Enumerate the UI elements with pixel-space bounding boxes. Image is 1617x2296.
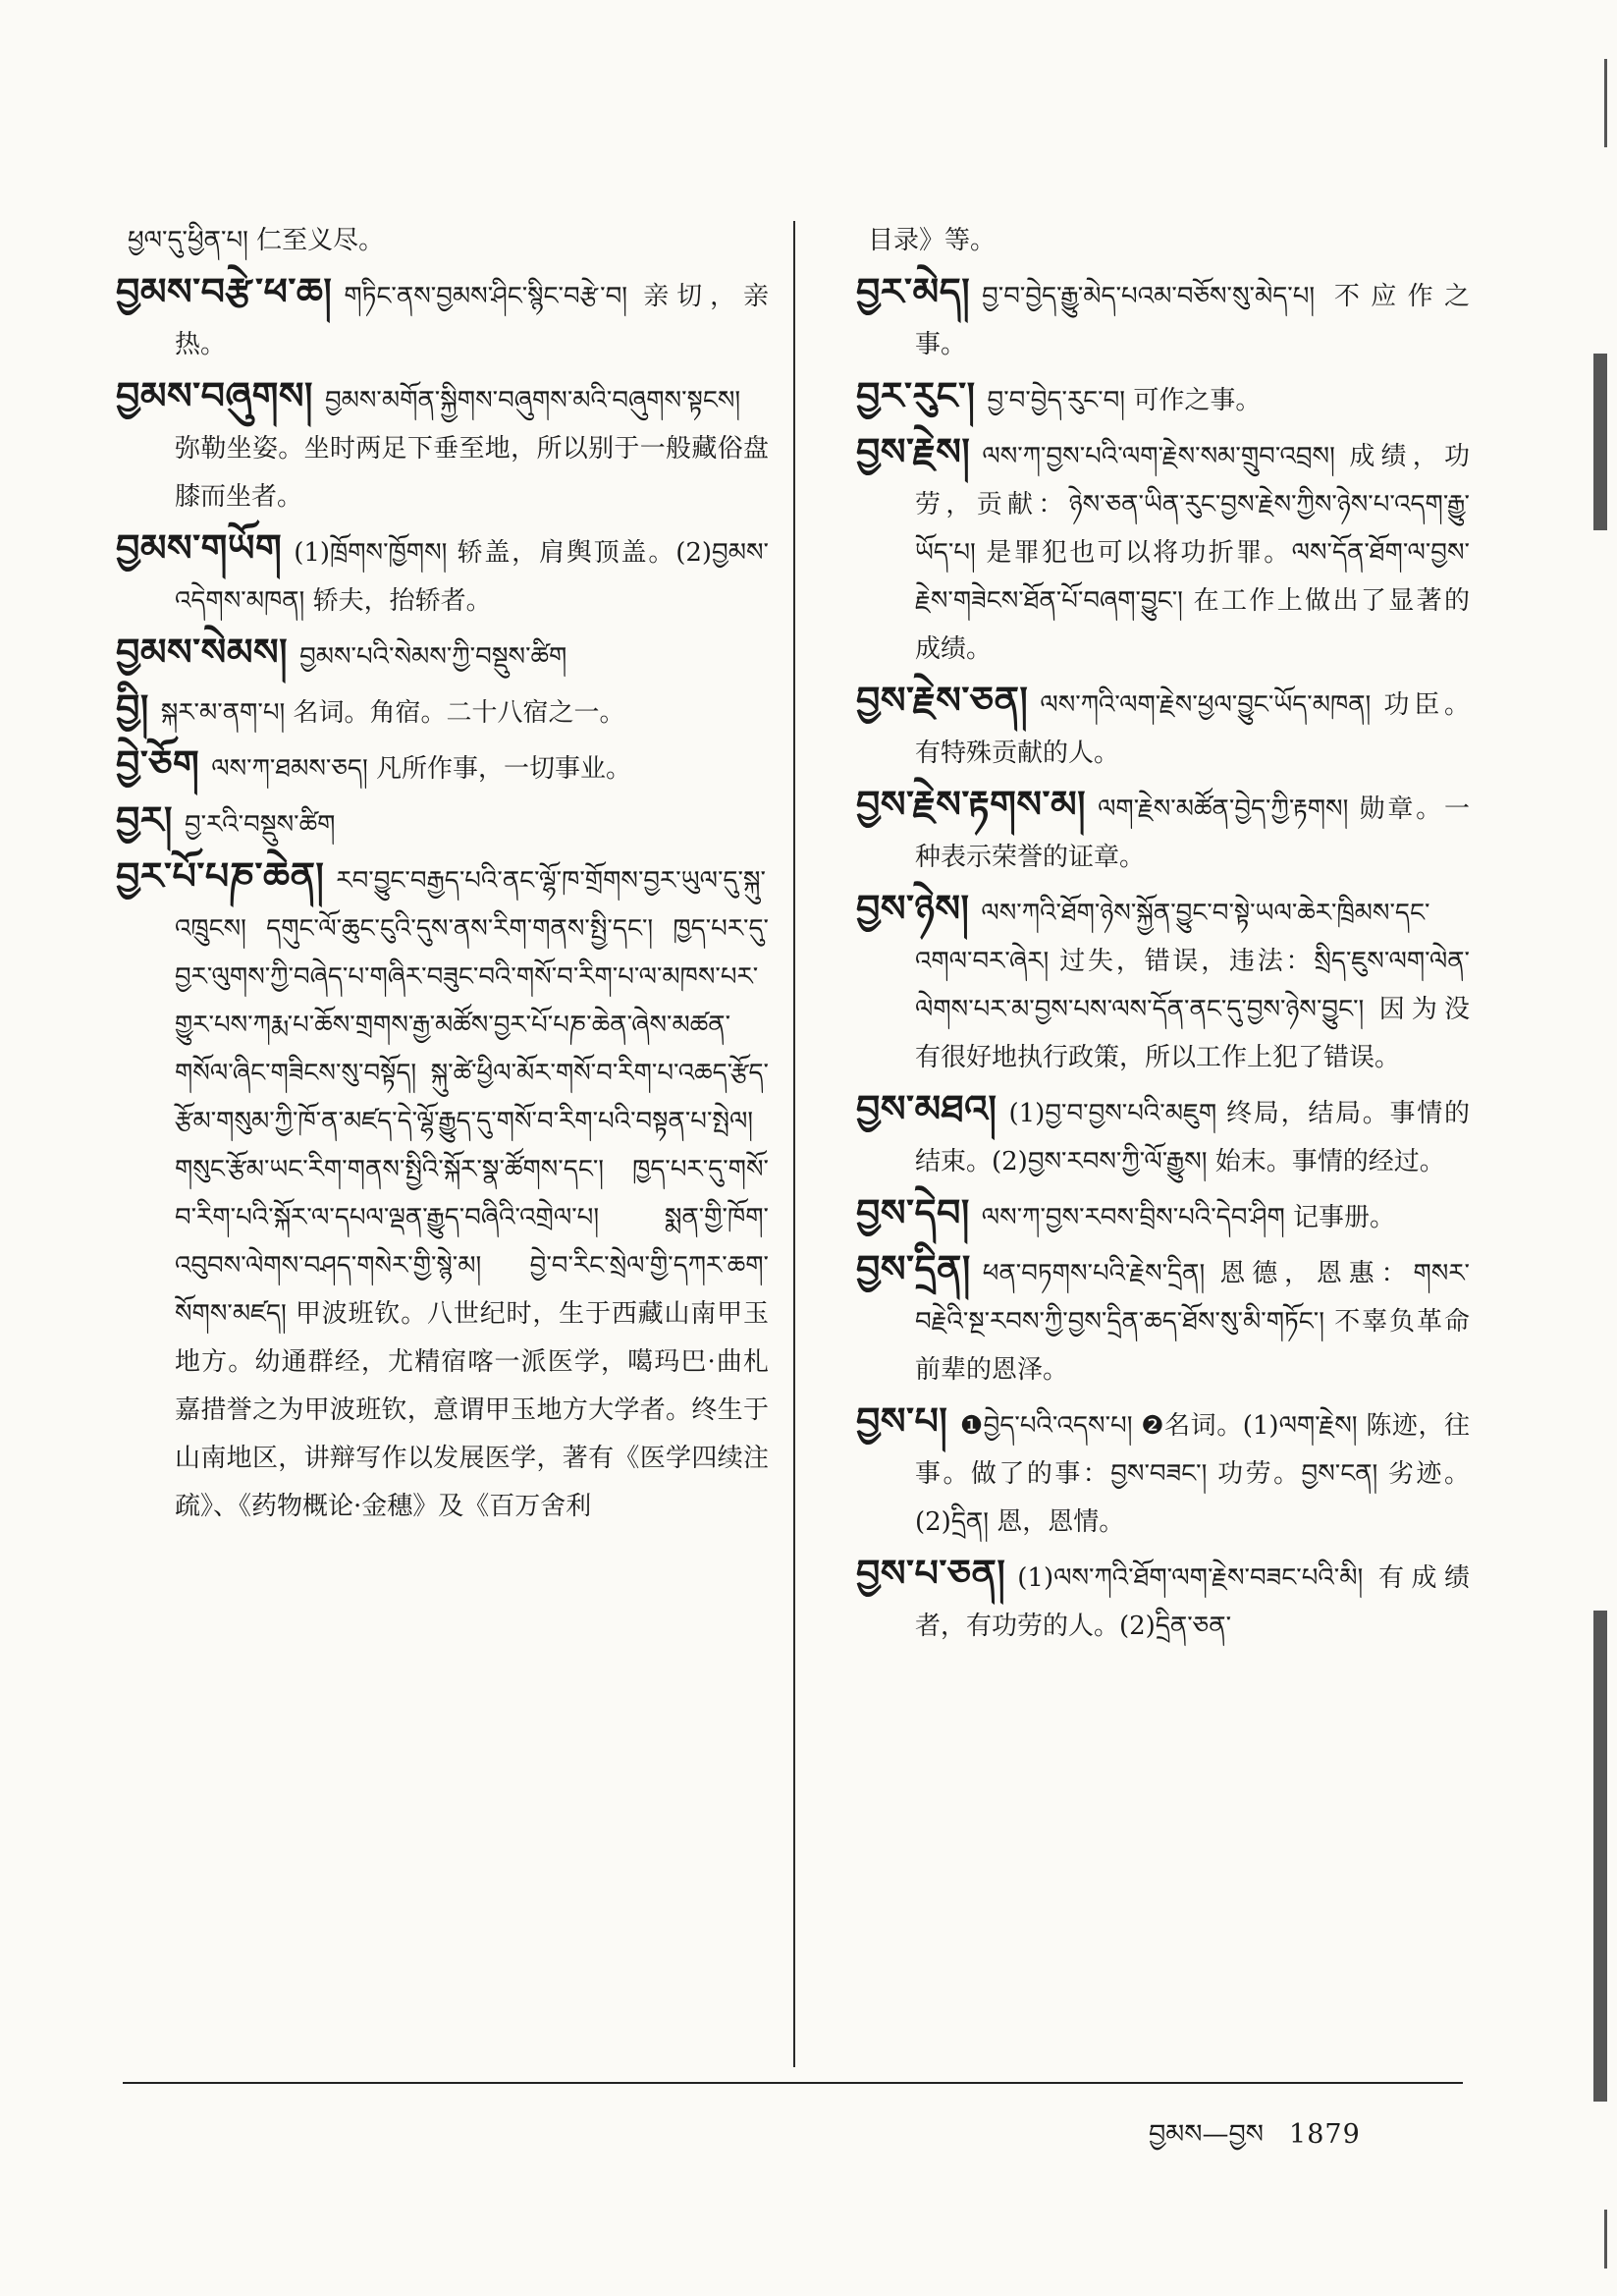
headword: བྱར། bbox=[116, 797, 173, 842]
entry-text: ལས་ཀ་བྱས་རབས་བྲིས་པའི་དེབ་ཤིག 记事册。 bbox=[981, 1203, 1396, 1232]
headword: བྱམས་སེམས། bbox=[116, 629, 289, 674]
dictionary-entry bbox=[856, 1549, 1470, 1651]
headword: བྱས་པ། bbox=[856, 1398, 948, 1443]
headword: བྱས་རྗེས་རྟགས་མ། bbox=[856, 782, 1087, 826]
entry-text: བྱ་རའི་བསྡུས་ཚིག bbox=[184, 810, 336, 840]
entry-text: བྱམས་པའི་སེམས་ཀྱི་བསྡུས་ཚིག bbox=[299, 642, 567, 672]
dictionary-entry bbox=[116, 211, 769, 265]
dictionary-entry bbox=[856, 371, 1470, 425]
headword: བྱར་མེད། bbox=[856, 269, 971, 313]
headword: བྱས་ཉེས། bbox=[856, 886, 970, 930]
dictionary-entry bbox=[856, 1188, 1470, 1242]
headword: བྱས་རྗེས། bbox=[856, 429, 971, 473]
entry-text: ཕན་བཏགས་པའི་རྗེས་དྲིན། 恩德，恩惠：གསར་བརྗེའི་སྔ་རབས་ཀྱི་བྱས་དྲིན་ཆད་ཐོས་སུ་མི་གཏོང་། 不辜负革命前辈的恩泽。 bbox=[915, 1259, 1470, 1385]
dictionary-entry bbox=[116, 628, 769, 682]
dictionary-entry bbox=[116, 795, 769, 849]
entry-text: 目录》等。 bbox=[868, 226, 997, 255]
dictionary-entry bbox=[116, 739, 769, 793]
dictionary-entry bbox=[856, 267, 1470, 369]
entry-text: བྱ་བ་བྱེད་རྒྱུ་མེད་པའམ་བཅོས་སུ་མེད་པ། 不应作之事。 bbox=[915, 282, 1470, 359]
headword: བྱམས་གཡོག bbox=[116, 525, 283, 570]
headword: བྱས་རྗེས་ཅན། bbox=[856, 678, 1029, 722]
headword: བྱས་དེབ། bbox=[856, 1190, 970, 1234]
dictionary-entry bbox=[116, 371, 769, 521]
guide-words: བྱམས—བྱས bbox=[1149, 2119, 1265, 2150]
dictionary-entry bbox=[116, 523, 769, 626]
headword: བྱི། bbox=[116, 685, 149, 730]
headword: བྱར་པོ་པཎ་ཆེན། bbox=[116, 853, 325, 898]
headword: བྱམས་བརྩེ་ཕ་ཆ། bbox=[116, 269, 333, 313]
dictionary-entry bbox=[856, 1396, 1470, 1547]
entry-text: ལག་རྗེས་མཚོན་བྱེད་ཀྱི་རྟགས། 勋章。一种表示荣誉的证章。 bbox=[915, 794, 1470, 872]
dictionary-entry bbox=[856, 884, 1470, 1082]
entry-text: རབ་བྱུང་བརྒྱད་པའི་ནང་ལྷོ་ཁ་གྲོགས་བྱར་ཡུལ་དུ་སྐུ་འཁྲུངས། དགུང་ལོ་ཆུང་ངུའི་དུས་ནས་རིག་གནས་སྤྱི་དང་། ཁྱད་པར་དུ་བྱར་ལུགས་ཀྱི་བཞེད་པ་གཞིར་བཟུང་བའི་གསོ་བ་རིག་པ་ལ་མཁས་པར་གྱུར་པས་ཀརྨ་པ་ཆོས་གྲགས་རྒྱ་མཚོས་བྱར་པོ་པཎ་ཆེན་ཞེས་མཚན་གསོལ་ཞིང་གཟིངས་སུ་བསྟོད། སྐུ་ཚེ་ཕྱིལ་མོར་གསོ་བ་རིག་པ་འཆད་རྩོད་རྩོམ་གསུམ་ཀྱི་ཁོ་ན་མཛད་དེ་ལྷོ་རྒྱུད་དུ་གསོ་བ་རིག་པའི་བསྟན་པ་སྤེལ། གསུང་རྩོམ་ཡང་རིག་གནས་སྤྱིའི་སྐོར་སྣ་ཚོགས་དང་། ཁྱད་པར་དུ་གསོ་བ་རིག་པའི་སྐོར་ལ་དཔལ་ལྡན་རྒྱུད་བཞིའི་འགྲེལ་པ། སྨན་གྱི་ཁོག་འབུབས་ལེགས་བཤད་གསེར་གྱི་སྙེ་མ། བྱེ་བ་རིང་སྲེལ་གྱི་དཀར་ཆག་སོགས་མཛད། 甲波班钦。八世纪时，生于西藏山南甲玉地方。幼通群经，尤精宿喀一派医学，噶玛巴·曲札嘉措誉之为甲波班钦，意谓甲玉地方大学者。终生于山南地区，讲辩写作以发展医学，著有《医学四续注疏》、《药物概论·金穗》及《百万舍利 bbox=[175, 866, 769, 1521]
dictionary-entry bbox=[116, 267, 769, 369]
dictionary-entry bbox=[856, 1084, 1470, 1186]
dictionary-entry bbox=[856, 427, 1470, 674]
entry-text: སྐར་མ་ནག་པ། 名词。角宿。二十八宿之一。 bbox=[160, 698, 625, 728]
entry-text: (1)ཁྲོགས་ཁྱོགས། 轿盖，肩舆顶盖。(2)བྱམས་འདེགས་མཁན། 轿夫，抬轿者。 bbox=[175, 538, 769, 616]
headword: བྱས་དྲིན། bbox=[856, 1246, 971, 1290]
dictionary-entry bbox=[116, 683, 769, 738]
scan-edge-marks bbox=[1578, 0, 1617, 2296]
entry-text: བྱམས་མགོན་སྐྱིགས་བཞུགས་མའི་བཞུགས་སྟངས། 弥勒坐姿。坐时两足下垂至地，所以别于一般藏俗盘膝而坐者。 bbox=[175, 386, 769, 512]
left-column bbox=[116, 211, 769, 1533]
entry-text: ཕྱལ་དུ་ཕྱིན་པ། 仁至义尽。 bbox=[128, 226, 385, 255]
entry-text: ❶བྱེད་པའི་འདས་པ། ❷名词。(1)ལག་རྗེས། 陈迹，往事。做了的事：བྱས་བཟང་། 功劳。བྱས་ངན། 劣迹。(2)དྲིན། 恩，恩情。 bbox=[915, 1411, 1470, 1537]
dictionary-entry bbox=[856, 211, 1470, 265]
dictionary-entry bbox=[856, 1244, 1470, 1394]
entry-text: བྱ་བ་བྱེད་རུང་བ། 可作之事。 bbox=[987, 386, 1262, 415]
page-number: 1879 bbox=[1289, 2119, 1361, 2150]
entry-text: (1)བྱ་བ་བྱས་པའི་མཇུག 终局，结局。事情的结束。(2)བྱས་རབས་ཀྱི་ལོ་རྒྱུས། 始末。事情的经过。 bbox=[915, 1099, 1470, 1176]
footer-rule bbox=[123, 2082, 1463, 2084]
column-divider bbox=[793, 221, 795, 2067]
headword: བྱས་མཐའ། bbox=[856, 1086, 997, 1130]
headword: བྱམས་བཞུགས། bbox=[116, 373, 313, 417]
headword: བྱས་པ་ཅན། bbox=[856, 1551, 1006, 1595]
entry-text: ལས་ཀའི་ཐོག་ཉེས་སྐྱོན་བྱུང་བ་སྟེ་ཡལ་ཆེར་ཁྲིམས་དང་འགལ་བར་ཞེར། 过失，错误，违法：སྲིད་ཇུས་ལག་ལེན་ལེགས་པར་མ་བྱས་པས་ལས་དོན་ནང་དུ་བྱས་ཉེས་བྱུང་། 因为没有很好地执行政策，所以工作上犯了错误。 bbox=[915, 899, 1470, 1072]
entry-text: (1)ལས་ཀའི་ཐོག་ལག་རྗེས་བཟང་པའི་མི། 有成绩者，有功劳的人。(2)དྲིན་ཅན་ bbox=[915, 1563, 1470, 1641]
dictionary-entry bbox=[116, 851, 769, 1531]
entry-text: ལས་ཀ་བྱས་པའི་ལག་རྗེས་སམ་གྲུབ་འབྲས། 成绩，功劳，贡献：ཉེས་ཅན་ཡིན་རུང་བྱས་རྗེས་ཀྱིས་ཉེས་པ་འདག་རྒྱུ་ཡོད་པ། 是罪犯也可以将功折罪。ལས་དོན་ཐོག་ལ་བྱས་རྗེས་གཟེངས་ཐོན་པོ་བཞག་བྱུང་། 在工作上做出了显著的成绩。 bbox=[915, 442, 1470, 664]
dictionary-entry bbox=[856, 676, 1470, 778]
dictionary-entry bbox=[856, 780, 1470, 882]
right-column bbox=[856, 211, 1470, 1653]
entry-text: ལས་ཀའི་ལག་རྗེས་ཕྱལ་བྱུང་ཡོད་མཁན། 功臣。有特殊贡献的人。 bbox=[915, 690, 1470, 768]
headword: བྱེ་ཅོག bbox=[116, 741, 200, 786]
page-footer bbox=[1149, 2105, 1361, 2179]
headword: བྱར་རུང་། bbox=[856, 373, 976, 417]
entry-text: ལས་ཀ་ཐམས་ཅད། 凡所作事，一切事业。 bbox=[211, 754, 631, 784]
entry-text: གཏིང་ནས་བྱམས་ཤིང་སྙིང་བརྩེ་བ། 亲切，亲热。 bbox=[175, 282, 769, 359]
